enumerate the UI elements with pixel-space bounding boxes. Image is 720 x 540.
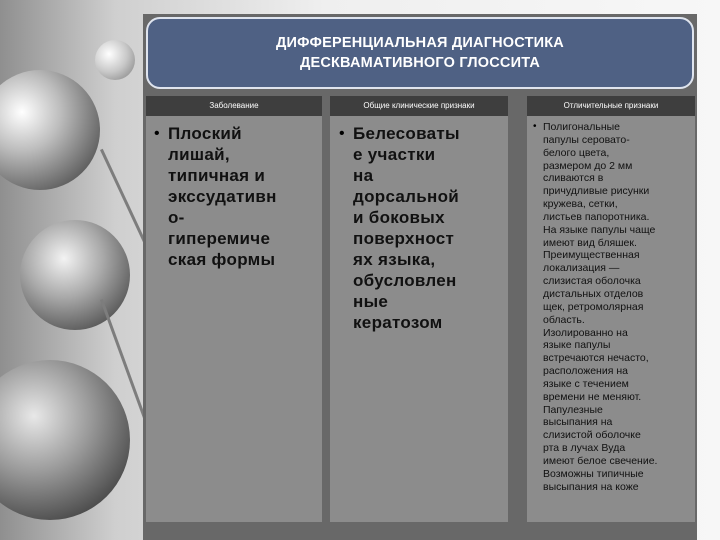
text-line: папулы серовато- <box>543 133 630 146</box>
pushpin-head <box>95 40 135 80</box>
text-line: кружева, сетки, <box>543 198 618 211</box>
text-line: на <box>353 166 374 185</box>
text-line: экссудативн <box>168 187 277 206</box>
text-line: высыпания на коже <box>543 480 639 493</box>
text-line: Полигональные <box>543 121 621 133</box>
text-line: высыпания на <box>543 416 613 429</box>
pushpin-head <box>0 70 100 190</box>
text-line: ные <box>353 292 389 311</box>
column-header-disease: Заболевание <box>146 96 322 116</box>
text-line: языке папулы <box>543 339 611 352</box>
text-line: кератозом <box>353 313 443 332</box>
text-line: причудливые рисунки <box>543 185 650 198</box>
text-line: область. <box>543 313 585 326</box>
text-line: языке с течением <box>543 377 629 390</box>
text-line: На языке папулы чаще <box>543 223 656 236</box>
column-header-distinguishing-signs: Отличительные признаки <box>527 96 695 116</box>
list-item-text <box>353 123 460 333</box>
text-line: Белесоваты <box>353 124 460 143</box>
text-line: встречаются нечасто, <box>543 352 649 365</box>
list-item-text <box>168 123 277 270</box>
column-disease-body <box>154 123 318 270</box>
text-line: сливаются в <box>543 172 604 185</box>
list-item <box>154 123 318 270</box>
text-line: Преимущественная <box>543 249 640 262</box>
text-line: гиперемиче <box>168 229 271 248</box>
text-line: расположения на <box>543 365 628 378</box>
slide-title <box>276 33 564 73</box>
bullet-icon: • <box>533 121 537 132</box>
text-line: щек, ретромолярная <box>543 300 644 313</box>
text-line: Плоский <box>168 124 242 143</box>
bullet-icon: • <box>154 125 160 142</box>
bullet-icon: • <box>339 125 345 142</box>
text-line: и боковых <box>353 208 445 227</box>
text-line: слизистая оболочка <box>543 275 641 288</box>
text-line: слизистой оболочке <box>543 429 641 442</box>
text-line: Возможны типичные <box>543 467 644 480</box>
text-line: листьев папоротника. <box>543 210 650 223</box>
text-line: е участки <box>353 145 436 164</box>
text-line: лишай, <box>168 145 230 164</box>
text-line: дорсальной <box>353 187 460 206</box>
text-line: размером до 2 мм <box>543 159 633 172</box>
text-line: поверхност <box>353 229 455 248</box>
slide-title-line: ДИФФЕРЕНЦИАЛЬНАЯ ДИАГНОСТИКА <box>276 35 564 51</box>
text-line: типичная и <box>168 166 266 185</box>
text-line: времени не меняют. <box>543 390 642 403</box>
column-common-signs-body <box>339 123 505 333</box>
pushpin-head <box>20 220 130 330</box>
pushpin-head <box>0 360 130 520</box>
slide-title-line: ДЕСКВАМАТИВНОГО ГЛОССИТА <box>299 55 541 71</box>
text-line: рта в лучах Вуда <box>543 442 626 455</box>
column-header-common-signs: Общие клинические признаки <box>330 96 508 116</box>
list-item-text <box>543 121 657 493</box>
column-distinguishing-signs-body <box>533 121 693 493</box>
text-line: Изолированно на <box>543 326 628 339</box>
text-line: обусловлен <box>353 271 457 290</box>
list-item <box>533 121 693 493</box>
text-line: Папулезные <box>543 403 603 416</box>
list-item <box>339 123 505 333</box>
text-line: локализация — <box>543 262 620 275</box>
text-line: о- <box>168 208 185 227</box>
text-line: белого цвета, <box>543 146 610 159</box>
text-line: дистальных отделов <box>543 287 644 300</box>
text-line: ская формы <box>168 250 276 269</box>
text-line: имеют белое свечение. <box>543 454 658 467</box>
slide-title-box <box>146 17 694 89</box>
text-line: имеют вид бляшек. <box>543 236 637 249</box>
text-line: ях языка, <box>353 250 436 269</box>
